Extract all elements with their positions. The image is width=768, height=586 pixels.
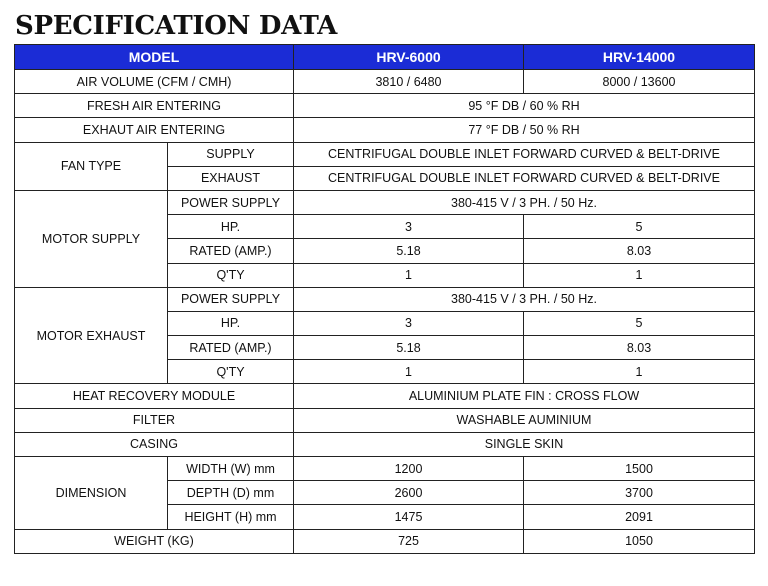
table-row	[15, 408, 755, 432]
motor-supply-hp-model-2: 5	[524, 215, 755, 239]
weight-model-2: 1050	[524, 529, 755, 553]
motor-supply-power-label: POWER SUPPLY	[168, 190, 294, 214]
table-row	[15, 432, 755, 456]
table-row	[15, 70, 755, 94]
motor-exhaust-hp-model-1: 3	[294, 311, 524, 335]
motor-exhaust-amp-label: RATED (AMP.)	[168, 336, 294, 360]
dimension-height-label: HEIGHT (H) mm	[168, 505, 294, 529]
motor-supply-amp-label: RATED (AMP.)	[168, 239, 294, 263]
motor-supply-amp-model-1: 5.18	[294, 239, 524, 263]
air-volume-model-1: 3810 / 6480	[294, 70, 524, 94]
heat-recovery-label: HEAT RECOVERY MODULE	[15, 384, 294, 408]
table-row	[15, 384, 755, 408]
dimension-width-model-1: 1200	[294, 457, 524, 481]
fan-exhaust-value: CENTRIFUGAL DOUBLE INLET FORWARD CURVED & BELT-DRIVE	[294, 166, 755, 190]
specification-table	[14, 44, 755, 554]
motor-exhaust-amp-model-2: 8.03	[524, 336, 755, 360]
dimension-depth-model-1: 2600	[294, 481, 524, 505]
page-title: SPECIFICATION DATA	[15, 11, 338, 41]
filter-value: WASHABLE AUMINIUM	[294, 408, 755, 432]
motor-exhaust-qty-model-2: 1	[524, 360, 755, 384]
header-row	[15, 45, 755, 70]
motor-exhaust-amp-model-1: 5.18	[294, 336, 524, 360]
air-volume-label: AIR VOLUME (CFM / CMH)	[15, 70, 294, 94]
dimension-label: DIMENSION	[15, 457, 168, 530]
motor-supply-amp-model-2: 8.03	[524, 239, 755, 263]
fresh-air-label: FRESH AIR ENTERING	[15, 94, 294, 118]
exhaust-air-label: EXHAUT AIR ENTERING	[15, 118, 294, 142]
motor-exhaust-qty-label: Q'TY	[168, 360, 294, 384]
dimension-height-model-1: 1475	[294, 505, 524, 529]
model-1-header: HRV-6000	[294, 45, 524, 70]
fan-type-label: FAN TYPE	[15, 142, 168, 190]
table-row	[15, 190, 755, 214]
filter-label: FILTER	[15, 408, 294, 432]
fan-supply-label: SUPPLY	[168, 142, 294, 166]
table-row	[15, 118, 755, 142]
dimension-depth-label: DEPTH (D) mm	[168, 481, 294, 505]
motor-supply-qty-label: Q'TY	[168, 263, 294, 287]
casing-value: SINGLE SKIN	[294, 432, 755, 456]
dimension-height-model-2: 2091	[524, 505, 755, 529]
motor-supply-qty-model-1: 1	[294, 263, 524, 287]
exhaust-air-value: 77 °F DB / 50 % RH	[294, 118, 755, 142]
motor-exhaust-label: MOTOR EXHAUST	[15, 287, 168, 384]
model-header: MODEL	[15, 45, 294, 70]
table-row	[15, 529, 755, 553]
motor-exhaust-power-value: 380-415 V / 3 PH. / 50 Hz.	[294, 287, 755, 311]
motor-supply-label: MOTOR SUPPLY	[15, 190, 168, 287]
dimension-width-label: WIDTH (W) mm	[168, 457, 294, 481]
dimension-width-model-2: 1500	[524, 457, 755, 481]
model-2-header: HRV-14000	[524, 45, 755, 70]
fan-exhaust-label: EXHAUST	[168, 166, 294, 190]
motor-supply-qty-model-2: 1	[524, 263, 755, 287]
table-row	[15, 94, 755, 118]
motor-supply-hp-label: HP.	[168, 215, 294, 239]
heat-recovery-value: ALUMINIUM PLATE FIN : CROSS FLOW	[294, 384, 755, 408]
air-volume-model-2: 8000 / 13600	[524, 70, 755, 94]
table-row	[15, 287, 755, 311]
motor-supply-power-value: 380-415 V / 3 PH. / 50 Hz.	[294, 190, 755, 214]
motor-exhaust-qty-model-1: 1	[294, 360, 524, 384]
casing-label: CASING	[15, 432, 294, 456]
motor-exhaust-hp-model-2: 5	[524, 311, 755, 335]
motor-exhaust-power-label: POWER SUPPLY	[168, 287, 294, 311]
table-row	[15, 142, 755, 166]
fresh-air-value: 95 °F DB / 60 % RH	[294, 94, 755, 118]
motor-supply-hp-model-1: 3	[294, 215, 524, 239]
table-row	[15, 457, 755, 481]
dimension-depth-model-2: 3700	[524, 481, 755, 505]
fan-supply-value: CENTRIFUGAL DOUBLE INLET FORWARD CURVED & BELT-DRIVE	[294, 142, 755, 166]
weight-model-1: 725	[294, 529, 524, 553]
motor-exhaust-hp-label: HP.	[168, 311, 294, 335]
weight-label: WEIGHT (KG)	[15, 529, 294, 553]
